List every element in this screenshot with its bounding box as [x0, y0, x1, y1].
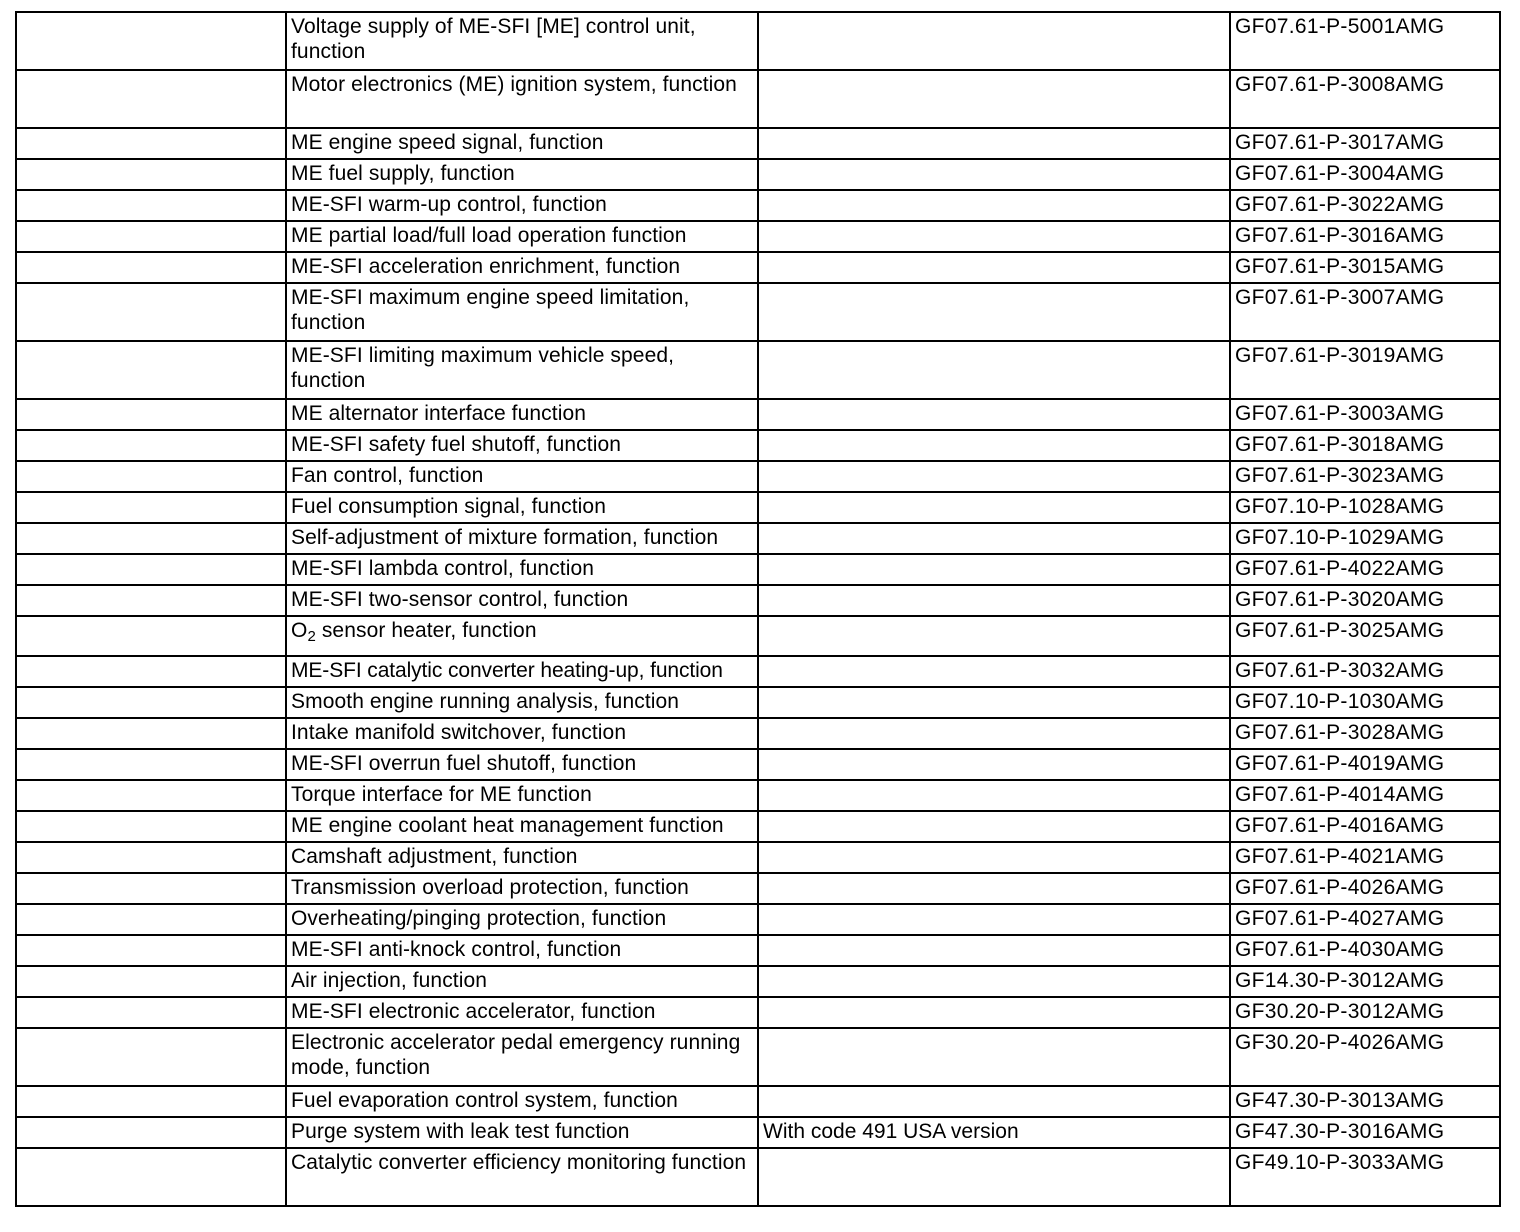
function-description: ME-SFI catalytic converter heating-up, function — [286, 656, 758, 687]
function-description: ME-SFI acceleration enrichment, function — [286, 252, 758, 283]
table-row — [16, 585, 1500, 616]
condition-note — [758, 718, 1230, 749]
condition-note — [758, 966, 1230, 997]
table-row — [16, 159, 1500, 190]
table-row — [16, 341, 1500, 399]
blank-cell — [16, 430, 286, 461]
document-code: GF07.61-P-3004AMG — [1230, 159, 1500, 190]
document-code: GF07.61-P-4030AMG — [1230, 935, 1500, 966]
condition-note — [758, 341, 1230, 399]
blank-cell — [16, 1117, 286, 1148]
document-code: GF07.61-P-3019AMG — [1230, 341, 1500, 399]
blank-cell — [16, 585, 286, 616]
document-code: GF07.61-P-3018AMG — [1230, 430, 1500, 461]
document-code: GF07.61-P-4022AMG — [1230, 554, 1500, 585]
function-description: ME-SFI electronic accelerator, function — [286, 997, 758, 1028]
table-row — [16, 128, 1500, 159]
document-code: GF47.30-P-3013AMG — [1230, 1086, 1500, 1117]
function-description: Transmission overload protection, function — [286, 873, 758, 904]
condition-note — [758, 1028, 1230, 1086]
document-code: GF07.10-P-1028AMG — [1230, 492, 1500, 523]
blank-cell — [16, 70, 286, 128]
blank-cell — [16, 221, 286, 252]
table-row — [16, 935, 1500, 966]
function-description: Camshaft adjustment, function — [286, 842, 758, 873]
document-code: GF07.61-P-3028AMG — [1230, 718, 1500, 749]
document-code: GF07.61-P-3025AMG — [1230, 616, 1500, 656]
table-row — [16, 70, 1500, 128]
function-description — [286, 616, 758, 656]
condition-note — [758, 128, 1230, 159]
blank-cell — [16, 749, 286, 780]
blank-cell — [16, 159, 286, 190]
blank-cell — [16, 780, 286, 811]
table-row — [16, 997, 1500, 1028]
function-description: ME-SFI safety fuel shutoff, function — [286, 430, 758, 461]
document-code: GF07.61-P-4019AMG — [1230, 749, 1500, 780]
blank-cell — [16, 935, 286, 966]
blank-cell — [16, 811, 286, 842]
blank-cell — [16, 966, 286, 997]
condition-note — [758, 904, 1230, 935]
function-description: Overheating/pinging protection, function — [286, 904, 758, 935]
blank-cell — [16, 687, 286, 718]
blank-cell — [16, 190, 286, 221]
document-code: GF07.61-P-4014AMG — [1230, 780, 1500, 811]
function-description: ME-SFI overrun fuel shutoff, function — [286, 749, 758, 780]
document-code: GF07.61-P-3007AMG — [1230, 283, 1500, 341]
blank-cell — [16, 997, 286, 1028]
document-code: GF49.10-P-3033AMG — [1230, 1148, 1500, 1206]
function-description: ME-SFI maximum engine speed limitation, function — [286, 283, 758, 341]
table-row — [16, 718, 1500, 749]
function-description: ME-SFI warm-up control, function — [286, 190, 758, 221]
table-row — [16, 12, 1500, 70]
document-code: GF07.61-P-3008AMG — [1230, 70, 1500, 128]
subscript: 2 — [307, 628, 316, 645]
table-row — [16, 749, 1500, 780]
function-description: Intake manifold switchover, function — [286, 718, 758, 749]
condition-note — [758, 811, 1230, 842]
table-row — [16, 966, 1500, 997]
table-row — [16, 656, 1500, 687]
document-code: GF14.30-P-3012AMG — [1230, 966, 1500, 997]
blank-cell — [16, 461, 286, 492]
condition-note — [758, 190, 1230, 221]
function-description: Fuel consumption signal, function — [286, 492, 758, 523]
function-description: ME-SFI lambda control, function — [286, 554, 758, 585]
condition-note — [758, 1148, 1230, 1206]
condition-note — [758, 1086, 1230, 1117]
function-description: Fan control, function — [286, 461, 758, 492]
blank-cell — [16, 1148, 286, 1206]
document-code: GF07.61-P-4027AMG — [1230, 904, 1500, 935]
function-description: ME-SFI anti-knock control, function — [286, 935, 758, 966]
table-row — [16, 1086, 1500, 1117]
condition-note — [758, 554, 1230, 585]
document-code: GF07.61-P-3017AMG — [1230, 128, 1500, 159]
table-row — [16, 492, 1500, 523]
table-row — [16, 842, 1500, 873]
blank-cell — [16, 616, 286, 656]
condition-note — [758, 873, 1230, 904]
function-description: ME engine speed signal, function — [286, 128, 758, 159]
condition-note — [758, 687, 1230, 718]
function-reference-table — [15, 11, 1501, 1207]
function-description: Air injection, function — [286, 966, 758, 997]
document-code: GF07.10-P-1029AMG — [1230, 523, 1500, 554]
blank-cell — [16, 718, 286, 749]
blank-cell — [16, 1028, 286, 1086]
table-row — [16, 780, 1500, 811]
condition-note — [758, 221, 1230, 252]
function-description: ME fuel supply, function — [286, 159, 758, 190]
condition-note — [758, 492, 1230, 523]
function-description: ME-SFI two-sensor control, function — [286, 585, 758, 616]
condition-note — [758, 749, 1230, 780]
function-description: Motor electronics (ME) ignition system, function — [286, 70, 758, 128]
blank-cell — [16, 1086, 286, 1117]
function-description: Purge system with leak test function — [286, 1117, 758, 1148]
function-description: ME engine coolant heat management function — [286, 811, 758, 842]
table-row — [16, 221, 1500, 252]
condition-note — [758, 656, 1230, 687]
function-description: Fuel evaporation control system, function — [286, 1086, 758, 1117]
condition-note — [758, 399, 1230, 430]
document-code: GF07.61-P-3015AMG — [1230, 252, 1500, 283]
condition-note — [758, 252, 1230, 283]
condition-note — [758, 585, 1230, 616]
condition-note — [758, 430, 1230, 461]
document-code: GF30.20-P-4026AMG — [1230, 1028, 1500, 1086]
document-code: GF07.61-P-3020AMG — [1230, 585, 1500, 616]
function-description: Electronic accelerator pedal emergency running mode, function — [286, 1028, 758, 1086]
blank-cell — [16, 128, 286, 159]
table-row — [16, 904, 1500, 935]
table-row — [16, 283, 1500, 341]
condition-note: With code 491 USA version — [758, 1117, 1230, 1148]
table-row — [16, 1148, 1500, 1206]
condition-note — [758, 997, 1230, 1028]
function-description: Smooth engine running analysis, function — [286, 687, 758, 718]
blank-cell — [16, 341, 286, 399]
document-code: GF07.61-P-3032AMG — [1230, 656, 1500, 687]
document-code: GF07.61-P-3003AMG — [1230, 399, 1500, 430]
document-code: GF07.61-P-5001AMG — [1230, 12, 1500, 70]
condition-note — [758, 159, 1230, 190]
table-row — [16, 399, 1500, 430]
document-code: GF47.30-P-3016AMG — [1230, 1117, 1500, 1148]
table-row — [16, 1117, 1500, 1148]
blank-cell — [16, 873, 286, 904]
document-code: GF07.10-P-1030AMG — [1230, 687, 1500, 718]
table-row — [16, 873, 1500, 904]
blank-cell — [16, 12, 286, 70]
function-description: Torque interface for ME function — [286, 780, 758, 811]
function-description: Voltage supply of ME-SFI [ME] control unit, function — [286, 12, 758, 70]
document-code: GF07.61-P-3023AMG — [1230, 461, 1500, 492]
condition-note — [758, 12, 1230, 70]
document-code: GF07.61-P-4021AMG — [1230, 842, 1500, 873]
table-row — [16, 190, 1500, 221]
blank-cell — [16, 492, 286, 523]
blank-cell — [16, 283, 286, 341]
blank-cell — [16, 656, 286, 687]
blank-cell — [16, 523, 286, 554]
blank-cell — [16, 842, 286, 873]
document-code: GF07.61-P-3022AMG — [1230, 190, 1500, 221]
blank-cell — [16, 904, 286, 935]
function-description: ME partial load/full load operation function — [286, 221, 758, 252]
table-row — [16, 1028, 1500, 1086]
function-description: ME-SFI limiting maximum vehicle speed, function — [286, 341, 758, 399]
function-description: Self-adjustment of mixture formation, function — [286, 523, 758, 554]
condition-note — [758, 935, 1230, 966]
table-row — [16, 811, 1500, 842]
table-row — [16, 461, 1500, 492]
desc-prefix: O — [291, 619, 308, 642]
condition-note — [758, 616, 1230, 656]
table-row — [16, 616, 1500, 656]
table-row — [16, 554, 1500, 585]
condition-note — [758, 523, 1230, 554]
condition-note — [758, 461, 1230, 492]
function-description: ME alternator interface function — [286, 399, 758, 430]
table-row — [16, 430, 1500, 461]
table-row — [16, 687, 1500, 718]
blank-cell — [16, 554, 286, 585]
blank-cell — [16, 252, 286, 283]
table-row — [16, 523, 1500, 554]
condition-note — [758, 70, 1230, 128]
blank-cell — [16, 399, 286, 430]
document-code: GF07.61-P-4026AMG — [1230, 873, 1500, 904]
document-code: GF07.61-P-4016AMG — [1230, 811, 1500, 842]
table-row — [16, 252, 1500, 283]
document-code: GF30.20-P-3012AMG — [1230, 997, 1500, 1028]
condition-note — [758, 780, 1230, 811]
document-code: GF07.61-P-3016AMG — [1230, 221, 1500, 252]
desc-suffix: sensor heater, function — [315, 619, 537, 642]
condition-note — [758, 283, 1230, 341]
function-description: Catalytic converter efficiency monitoring function — [286, 1148, 758, 1206]
condition-note — [758, 842, 1230, 873]
